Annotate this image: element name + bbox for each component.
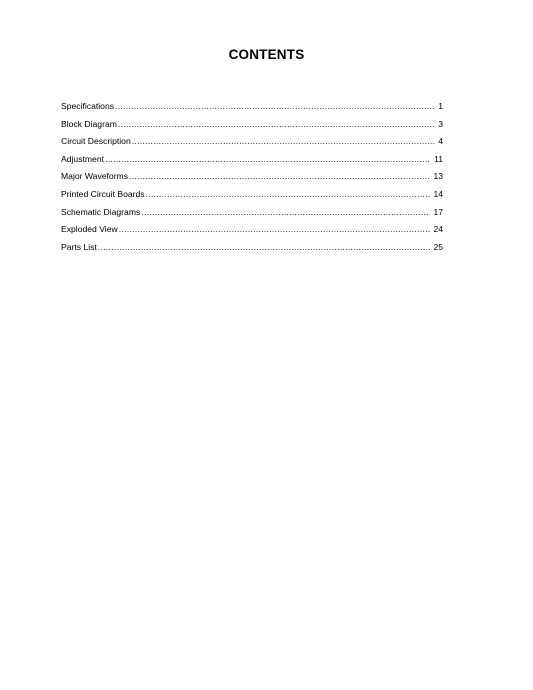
toc-entry-label: Schematic Diagrams [61,206,141,217]
toc-entry-adjustment[interactable] [61,151,443,169]
dot-leader [141,204,430,222]
toc-entry-label: Printed Circuit Boards [61,188,145,199]
toc-entry-printed-circuit-boards[interactable] [61,186,443,204]
toc-entry-label: Block Diagram [61,118,117,129]
toc-entry-page-number: 1 [438,101,443,111]
dot-leader [129,168,430,186]
toc-entry-block-diagram[interactable] [61,116,443,134]
toc-entry-page-number: 14 [433,188,443,199]
dot-leader [119,221,431,239]
dot-leader [115,98,435,116]
toc-entry-label: Circuit Description [61,136,131,147]
toc-entry-label: Specifications [61,101,115,111]
toc-entry-page-number: 11 [434,153,443,164]
toc-entry-page-number: 24 [433,224,443,235]
dot-leader [132,133,435,151]
toc-entry-label: Parts List [61,241,97,252]
toc-entry-page-number: 4 [438,136,443,147]
toc-entry-label: Adjustment [61,153,104,164]
toc-entry-page-number: 17 [433,206,443,217]
toc-entry-specifications[interactable] [61,98,443,116]
toc-entry-parts-list[interactable] [61,239,443,257]
dot-leader [118,116,435,134]
table-of-contents [61,98,443,256]
toc-entry-page-number: 13 [433,171,443,182]
toc-entry-page-number: 3 [438,118,443,129]
dot-leader [105,151,431,169]
toc-entry-schematic-diagrams[interactable] [61,204,443,222]
toc-entry-exploded-view[interactable] [61,221,443,239]
toc-entry-circuit-description[interactable] [61,133,443,151]
toc-entry-page-number: 25 [433,241,443,252]
dot-leader [146,186,431,204]
toc-entry-label: Exploded View [61,224,118,235]
toc-entry-major-waveforms[interactable] [61,168,443,186]
page-title: CONTENTS [228,47,305,62]
dot-leader [98,239,431,257]
toc-entry-label: Major Waveforms [61,171,129,182]
